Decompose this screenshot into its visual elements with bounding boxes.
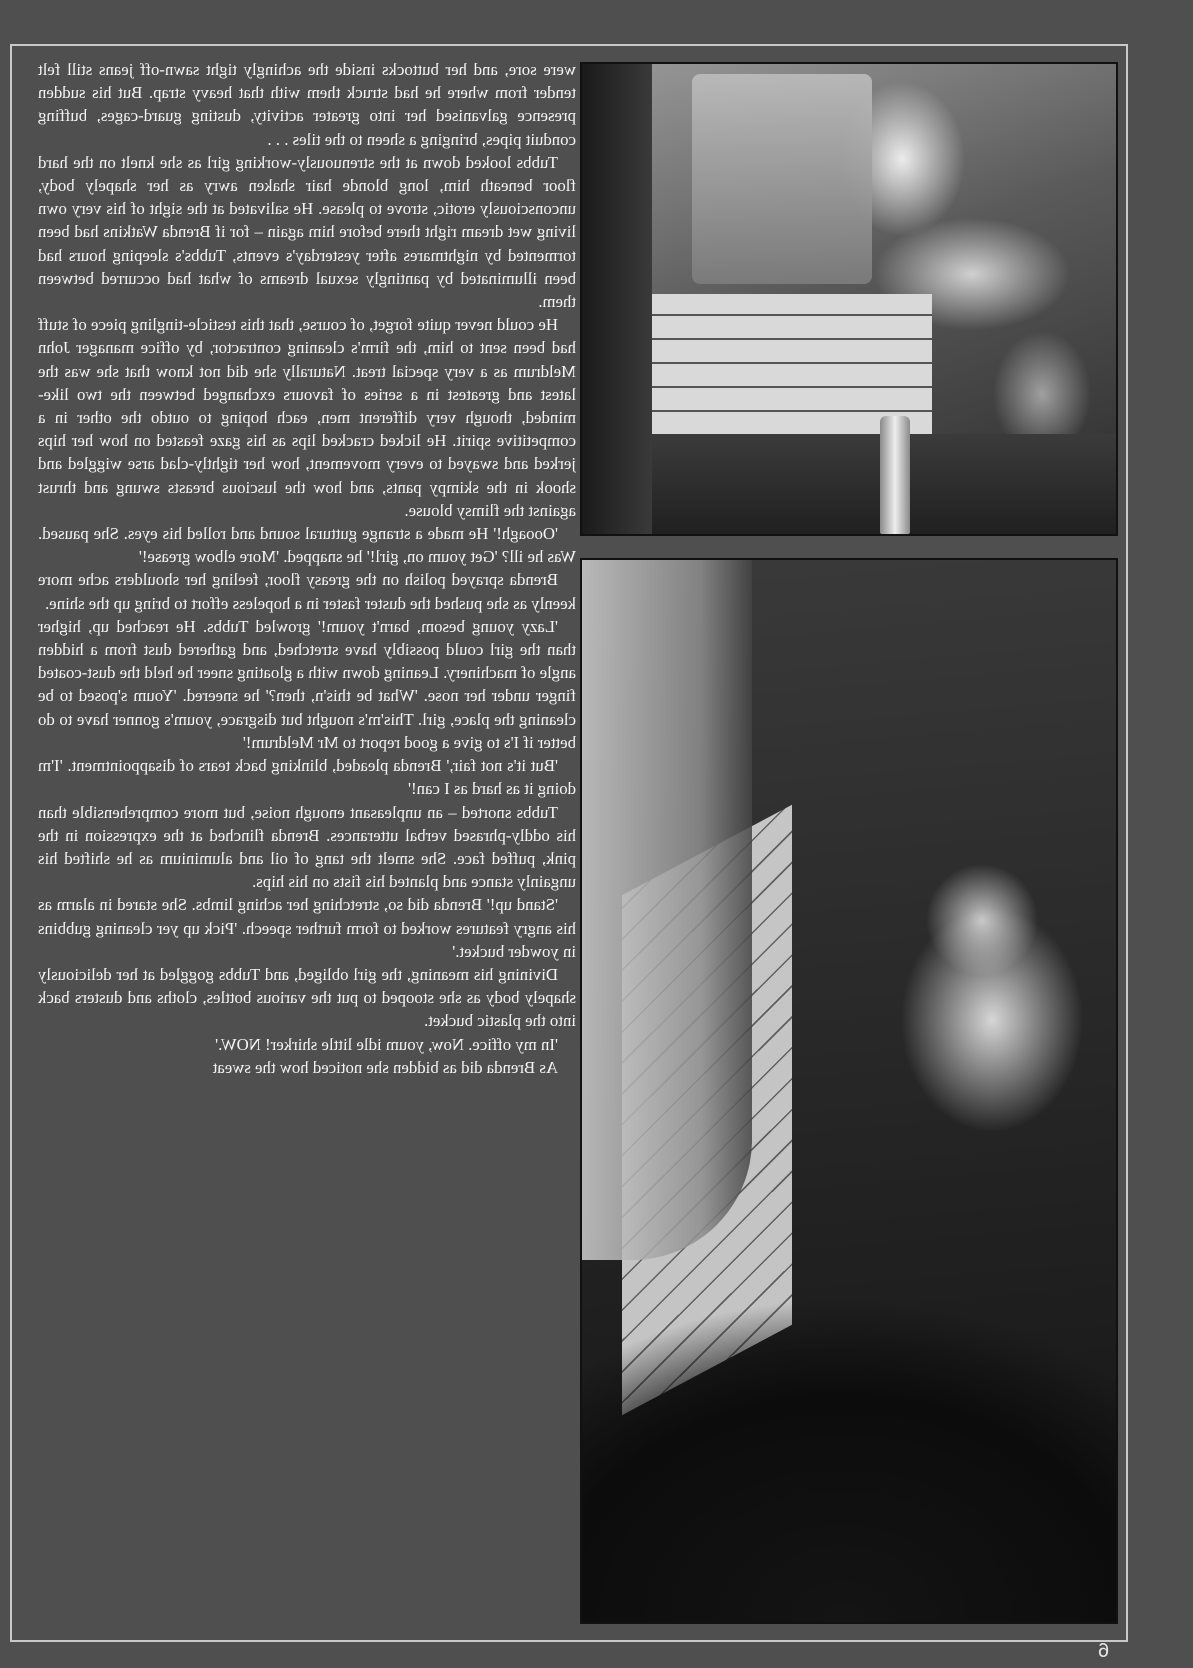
article-paragraph: 'Oooagh!' He made a strange guttural sound and rolled his eyes. She paused. Was he ill? 'Get youm on, girl!' he snapped. 'More elbow grease!' xyxy=(38,524,576,567)
photo-floor xyxy=(582,1280,1118,1624)
article-paragraph: 'Lazy young besom, barn't youm!' growled Tubbs. He reached up, higher than the girl could possibly have stretched, and gathered dust from a hidden angle of machinery. Leaning down with a gloating sneer he held the dust-coated finger under her nose. 'What be this'n, then?' he sneered. 'Youm s'posed to be cleaning the place, girl. This'm's nought but disgrace, youm's gonner have to do better if I's to give a good report to Mr Meldrum!' xyxy=(38,616,576,752)
photo-foreground-figure xyxy=(582,560,752,1260)
article-paragraph: Brenda sprayed polish on the greasy floor, feeling her shoulders ache more keenly as she pushed the duster faster in a hopeless effort to bring up the shine. xyxy=(38,570,576,613)
photo-polish-can xyxy=(880,416,910,534)
page-number: 6 xyxy=(1098,1640,1110,1662)
photo-tiled-ledge xyxy=(652,294,932,434)
article-paragraph: 'But it's not fair,' Brenda pleaded, blinking back tears of disappointment. 'I'm doing it as hard as I can!' xyxy=(38,756,576,799)
article-paragraph: Tubbs snorted – an unpleasant enough noise, but more comprehensible than his oddly-phrased verbal utterances. Brenda flinched at the expression in the pink, puffed face. She smelt the tang of oil and aluminium as he shifted his ungainly stance and planted his fists on his hips. xyxy=(38,802,576,892)
article-paragraph: 'In my office. Now, youm idle little shirker! NOW.' xyxy=(215,1034,558,1054)
article-paragraph: 'Stand up!' Brenda did so, stretching her aching limbs. She stared in alarm as his angry features worked to form further speech. 'Pick up yer cleaning gubbins in yowder bucket.' xyxy=(38,895,576,961)
photo-top xyxy=(580,62,1118,536)
article-paragraph: were sore, and her buttocks inside the achingly tight sawn-off jeans still felt tender from where he had struck them with that heavy strap. But his sudden presence galvanised her into greater activity, dusting guard-cages, buffing conduit pipes, bringing a sheen to the tiles . . . xyxy=(38,60,576,149)
article-paragraph: As Brenda did as bidden she noticed how the sweat xyxy=(212,1057,558,1077)
photo-bottom xyxy=(580,558,1118,1624)
article-paragraph: Divining his meaning, the girl obliged, and Tubbs goggled at her deliciously shapely body as she stooped to put the various bottles, cloths and dusters back into the plastic bucket. xyxy=(38,964,576,1031)
article-paragraph: He could never quite forget, of course, that this testicle-tingling piece of stuff had been sent to him, the firm's cleaning contractor, by office manager John Meldrum as a very special treat. Naturally she did not know that she was the latest and greatest in a series of favours exchanged between the two like-minded, though very different men, each hoping to outdo the other in a competitive spirit. He licked cracked lips as his gaze feasted on how her hips jerked and swayed to every movement, how her tightly-clad arse wiggled and shook in the skimpy pants, and how the luscious breasts swung and thrust against the flimsy blouse. xyxy=(38,315,576,520)
article-text-column xyxy=(38,58,576,1628)
photo-figure-edge xyxy=(582,64,652,536)
article-paragraph: Tubbs looked down at the strenuously-working girl as she knelt on the hard floor beneath him, long blonde hair shaken awry as her shapely body, unconsciously erotic, strove to please. He salivated at the sight of his very own living wet dream right there before him again – for if Brenda Watkins had been tormented by nightmares after yesterday's events, Tubbs's sleeping hours had been illuminated by pantingly sexual dreams of what had occurred between them. xyxy=(38,152,576,312)
photo-machinery xyxy=(692,74,872,284)
